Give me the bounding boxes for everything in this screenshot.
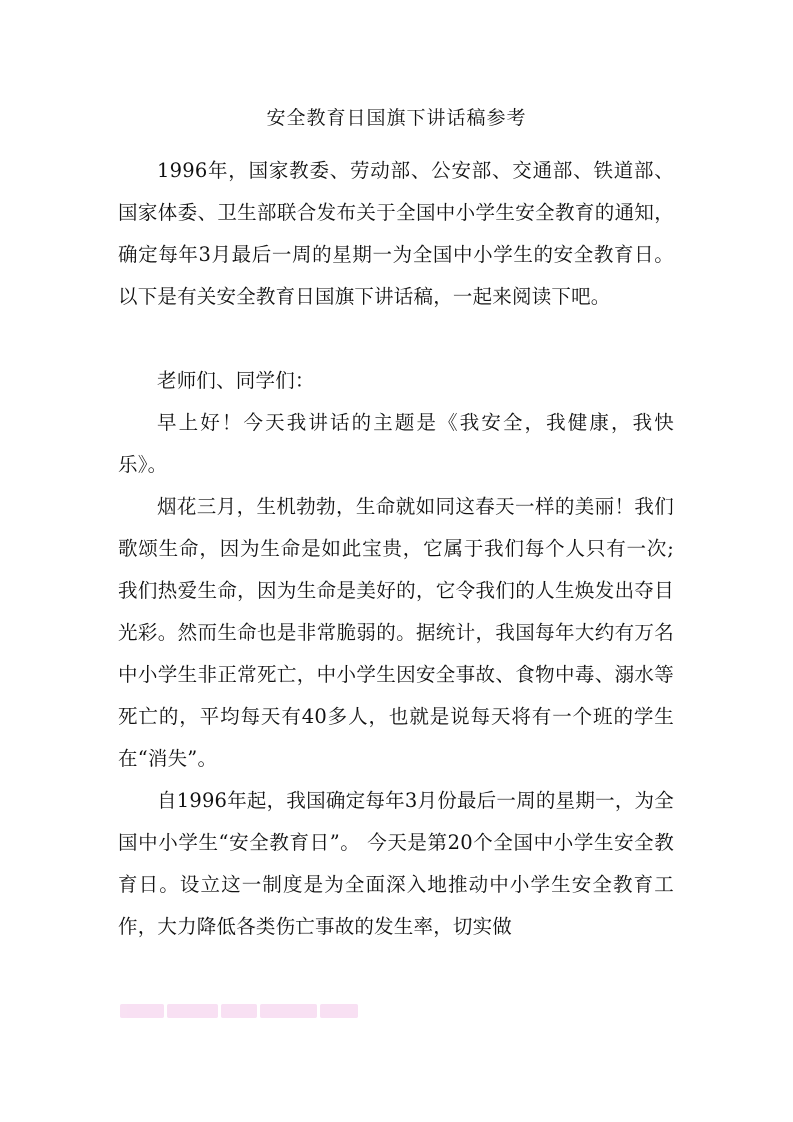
document-body bbox=[118, 150, 674, 948]
watermark-segment bbox=[120, 1004, 164, 1018]
intro-paragraph: 1996年，国家教委、劳动部、公安部、交通部、铁道部、国家体委、卫生部联合发布关于全国中小学生安全教育的通知，确定每年3月最后一周的星期一为全国中小学生的安全教育日。以下是有关安全教育日国旗下讲话稿，一起来阅读下吧。 bbox=[118, 159, 674, 308]
paragraph-spacer bbox=[118, 318, 674, 360]
document-title: 安全教育日国旗下讲话稿参考 bbox=[266, 107, 527, 129]
watermark-segment bbox=[221, 1004, 257, 1018]
faint-watermark bbox=[120, 1004, 358, 1020]
watermark-segment bbox=[320, 1004, 358, 1018]
body-paragraph-history: 自1996年起，我国确定每年3月份最后一周的星期一，为全国中小学生“安全教育日”。 今天是第20个全国中小学生安全教育日。设立这一制度是为全面深入地推动中小学生安全教育工作，大力降低各类伤亡事故的发生率，切实做 bbox=[118, 789, 674, 938]
watermark-segment bbox=[167, 1004, 219, 1018]
greeting-paragraph: 早上好！今天我讲话的主题是《我安全，我健康，我快乐》。 bbox=[118, 411, 674, 476]
watermark-segment bbox=[260, 1004, 317, 1018]
salutation-paragraph: 老师们、同学们： bbox=[157, 369, 315, 392]
body-paragraph-life: 烟花三月，生机勃勃，生命就如同这春天一样的美丽！我们歌颂生命，因为生命是如此宝贵，它属于我们每个人只有一次;我们热爱生命，因为生命是美好的，它令我们的人生焕发出夺目光彩。然而生命也是非常脆弱的。据统计，我国每年大约有万名中小学生非正常死亡，中小学生因安全事故、食物中毒、溺水等死亡的，平均每天有40多人，也就是说每天将有一个班的学生在“消失”。 bbox=[118, 495, 674, 770]
